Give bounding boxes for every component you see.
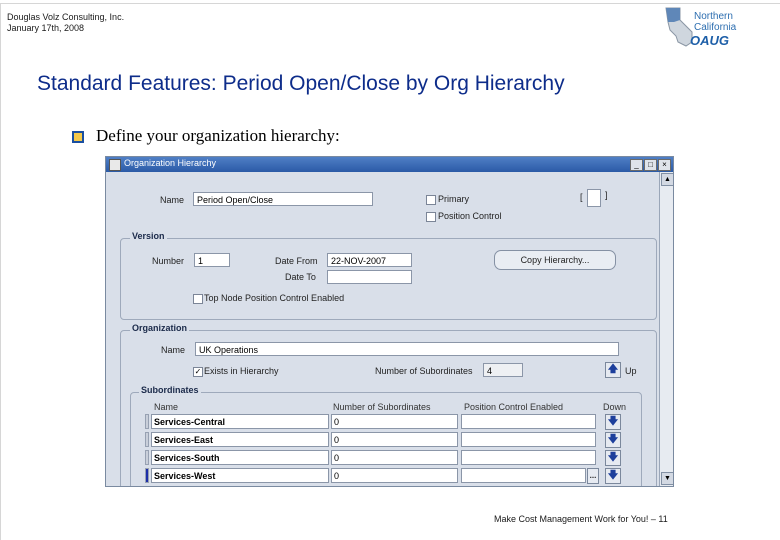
norcal-oaug-logo [662, 6, 772, 48]
col-header-number-of-subordinates: Number of Subordinates [333, 402, 431, 412]
position-control-label: Position Control [438, 211, 502, 221]
subordinate-name-cell[interactable]: Services-Central [151, 414, 329, 429]
version-group-title: Version [132, 231, 165, 241]
bracket-right: ] [605, 190, 608, 200]
hierarchy-name-field[interactable]: Period Open/Close [193, 192, 373, 206]
descriptive-flexfield[interactable] [587, 189, 601, 207]
company-name: Douglas Volz Consulting, Inc. [7, 12, 125, 22]
arrow-down-icon: 🡇 [607, 452, 619, 463]
down-arrow-button[interactable] [605, 432, 621, 448]
slide-footer: Make Cost Management Work for You! – 11 [494, 514, 668, 524]
exists-in-hierarchy-label: Exists in Hierarchy [204, 366, 279, 376]
version-number-field[interactable]: 1 [194, 253, 230, 267]
up-arrow-button[interactable] [605, 362, 621, 378]
hierarchy-name-label: Name [160, 195, 185, 205]
list-of-values-button[interactable]: ... [587, 468, 599, 484]
position-control-enabled-cell[interactable] [461, 450, 596, 465]
col-header-position-control-enabled: Position Control Enabled [464, 402, 564, 412]
position-control-enabled-cell[interactable] [461, 468, 586, 483]
organization-name-field[interactable]: UK Operations [195, 342, 619, 356]
down-arrow-button[interactable] [605, 450, 621, 466]
col-header-name: Name [154, 402, 179, 412]
subordinate-count-cell[interactable]: 0 [331, 468, 458, 483]
row-selector[interactable] [145, 450, 149, 465]
minimize-icon[interactable]: _ [630, 159, 643, 171]
slide-frame-left [0, 3, 1, 540]
window-body [106, 172, 673, 486]
date-to-label: Date To [285, 272, 316, 282]
scroll-down-icon[interactable]: ▼ [661, 472, 674, 485]
scroll-up-icon[interactable]: ▲ [661, 173, 674, 186]
col-header-down: Down [603, 402, 627, 412]
subordinate-name-cell[interactable]: Services-East [151, 432, 329, 447]
row-selector-active[interactable] [145, 468, 149, 483]
position-control-enabled-cell[interactable] [461, 432, 596, 447]
subordinates-group-title: Subordinates [141, 385, 199, 395]
window-title-bar[interactable] [106, 157, 673, 172]
exists-in-hierarchy-checkbox[interactable]: ✓ [194, 367, 202, 376]
close-icon[interactable]: × [658, 159, 671, 171]
bullet-square-icon [72, 131, 84, 143]
slide-header [7, 12, 124, 34]
subordinate-count-cell[interactable]: 0 [331, 432, 458, 447]
arrow-down-icon: 🡇 [607, 470, 619, 481]
subordinate-count-cell[interactable]: 0 [331, 414, 458, 429]
position-control-checkbox[interactable] [426, 212, 436, 222]
date-from-label: Date From [275, 256, 318, 266]
bracket-left: [ [580, 192, 583, 202]
logo-line-oaug: OAUG [690, 33, 729, 48]
logo-line-california: California [694, 22, 737, 33]
date-from-field[interactable]: 22-NOV-2007 [327, 253, 412, 267]
subordinate-name-cell-active[interactable]: Services-West [151, 468, 329, 483]
number-of-subordinates-label: Number of Subordinates [375, 366, 473, 376]
arrow-down-icon: 🡇 [607, 416, 619, 427]
organization-group-title: Organization [132, 323, 188, 333]
logo-line-northern: Northern [694, 11, 733, 22]
subordinate-name-cell[interactable]: Services-South [151, 450, 329, 465]
window-title: Organization Hierarchy [124, 158, 217, 168]
organization-name-label: Name [161, 345, 186, 355]
bullet-text: Define your organization hierarchy: [96, 126, 340, 145]
down-arrow-button[interactable] [605, 468, 621, 484]
primary-label: Primary [438, 194, 469, 204]
slide-title: Standard Features: Period Open/Close by Org Hierarchy [37, 72, 565, 95]
top-node-position-control-checkbox[interactable] [193, 294, 203, 304]
top-node-position-control-label: Top Node Position Control Enabled [204, 293, 345, 303]
presentation-date: January 17th, 2008 [7, 23, 85, 33]
date-to-field[interactable] [327, 270, 412, 284]
number-of-subordinates-field: 4 [483, 363, 523, 377]
primary-checkbox[interactable] [426, 195, 436, 205]
maximize-icon[interactable]: □ [644, 159, 657, 171]
up-label: Up [625, 366, 637, 376]
arrow-down-icon: 🡇 [607, 434, 619, 445]
copy-hierarchy-button[interactable]: Copy Hierarchy... [494, 250, 616, 270]
row-selector[interactable] [145, 414, 149, 429]
organization-hierarchy-window [105, 156, 674, 487]
window-app-icon [109, 159, 121, 171]
subordinate-count-cell[interactable]: 0 [331, 450, 458, 465]
slide-frame-top [0, 3, 780, 4]
row-selector[interactable] [145, 432, 149, 447]
down-arrow-button[interactable] [605, 414, 621, 430]
arrow-up-icon: 🡅 [607, 364, 619, 375]
position-control-enabled-cell[interactable] [461, 414, 596, 429]
window-vertical-scrollbar[interactable] [659, 172, 673, 486]
version-number-label: Number [152, 256, 185, 266]
